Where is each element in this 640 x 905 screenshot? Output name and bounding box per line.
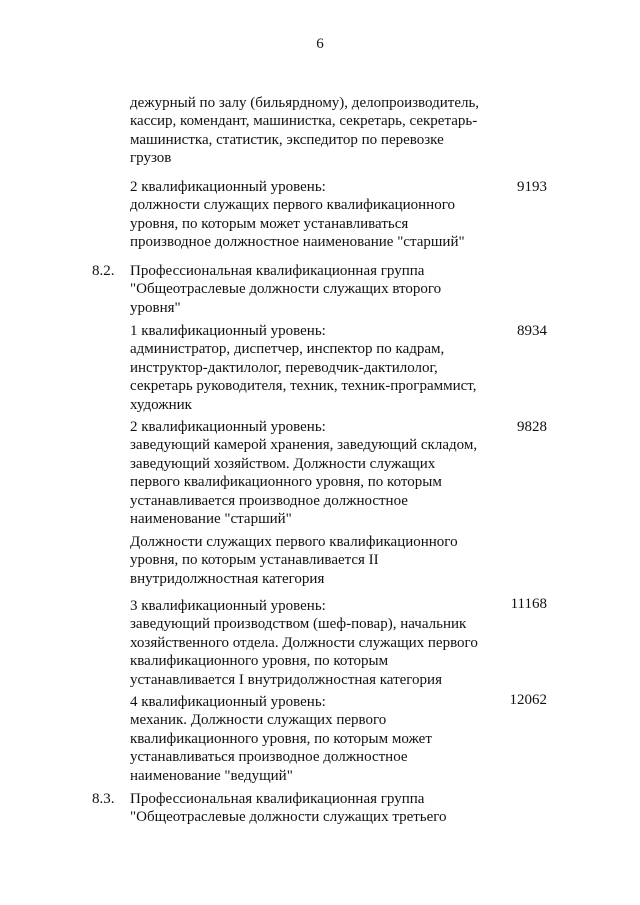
text-line: наименование "ведущий" xyxy=(130,767,293,784)
text-line: инструктор-дактилолог, переводчик-дактилолог, xyxy=(130,359,438,376)
section-number: 8.2. xyxy=(92,263,115,279)
section-title xyxy=(130,790,500,827)
salary-value: 9828 xyxy=(517,419,547,435)
qualification-level-entry xyxy=(130,418,500,528)
text-line: внутридолжностная категория xyxy=(130,570,325,587)
qualification-level-entry xyxy=(130,178,500,252)
text-line: производное должностное наименование "старший" xyxy=(130,234,465,251)
text-line: первого квалификационного уровня, по которым xyxy=(130,474,442,491)
text-line: "Общеотраслевые должности служащих третьего xyxy=(130,809,447,826)
section-title xyxy=(130,262,500,317)
text-line: 2 квалификационный уровень: xyxy=(130,419,326,435)
text-line: Профессиональная квалификационная группа xyxy=(130,791,425,807)
text-line: 1 квалификационный уровень: xyxy=(130,323,326,339)
text-line: заведующий хозяйством. Должности служащих xyxy=(130,455,436,472)
text-line: наименование "старший" xyxy=(130,511,292,528)
intro-paragraph xyxy=(130,94,500,168)
text-line: машинистка, статистик, экспедитор по перевозке xyxy=(130,131,444,148)
text-line: заведующий производством (шеф-повар), начальник xyxy=(130,616,467,633)
text-line: заведующий камерой хранения, заведующий складом, xyxy=(130,437,478,454)
text-line: художник xyxy=(130,396,192,413)
salary-value: 8934 xyxy=(517,323,547,339)
text-line: квалификационного уровня, по которым xyxy=(130,653,389,670)
text-line: грузов xyxy=(130,150,172,167)
text-line: хозяйственного отдела. Должности служащих первого xyxy=(130,634,478,651)
salary-value: 9193 xyxy=(517,179,547,195)
page-number: 6 xyxy=(316,36,324,52)
text-line: устанавливается I внутридолжностная категория xyxy=(130,671,442,688)
qualification-level-entry xyxy=(130,693,500,785)
text-line: устанавливается производное должностное xyxy=(130,492,408,509)
section-number: 8.3. xyxy=(92,791,115,807)
text-line: 4 квалификационный уровень: xyxy=(130,694,326,710)
text-line: Профессиональная квалификационная группа xyxy=(130,263,425,279)
text-line: уровня, по которым устанавливается II xyxy=(130,552,379,569)
text-line: секретарь руководителя, техник, техник-программист, xyxy=(130,378,477,395)
text-line: администратор, диспетчер, инспектор по кадрам, xyxy=(130,341,445,358)
text-line: дежурный по залу (бильярдному), делопроизводитель, xyxy=(130,95,480,111)
text-line: кассир, комендант, машинистка, секретарь, секретарь- xyxy=(130,113,478,130)
text-line: должности служащих первого квалификационного xyxy=(130,197,455,214)
text-line: уровня" xyxy=(130,299,181,316)
text-line: квалификационного уровня, по которым может xyxy=(130,730,432,747)
salary-value: 11168 xyxy=(510,596,547,612)
text-line: "Общеотраслевые должности служащих второго xyxy=(130,281,442,298)
text-line: 2 квалификационный уровень: xyxy=(130,179,326,195)
text-line: механик. Должности служащих первого xyxy=(130,712,387,729)
salary-value: 12062 xyxy=(509,692,547,708)
qualification-level-entry xyxy=(130,597,500,689)
qualification-category-entry xyxy=(130,533,500,588)
text-line: 3 квалификационный уровень: xyxy=(130,598,326,614)
text-line: Должности служащих первого квалификационного xyxy=(130,534,458,550)
text-line: уровня, по которым может устанавливаться xyxy=(130,215,409,232)
text-line: устанавливаться производное должностное xyxy=(130,749,408,766)
qualification-level-entry xyxy=(130,322,500,414)
